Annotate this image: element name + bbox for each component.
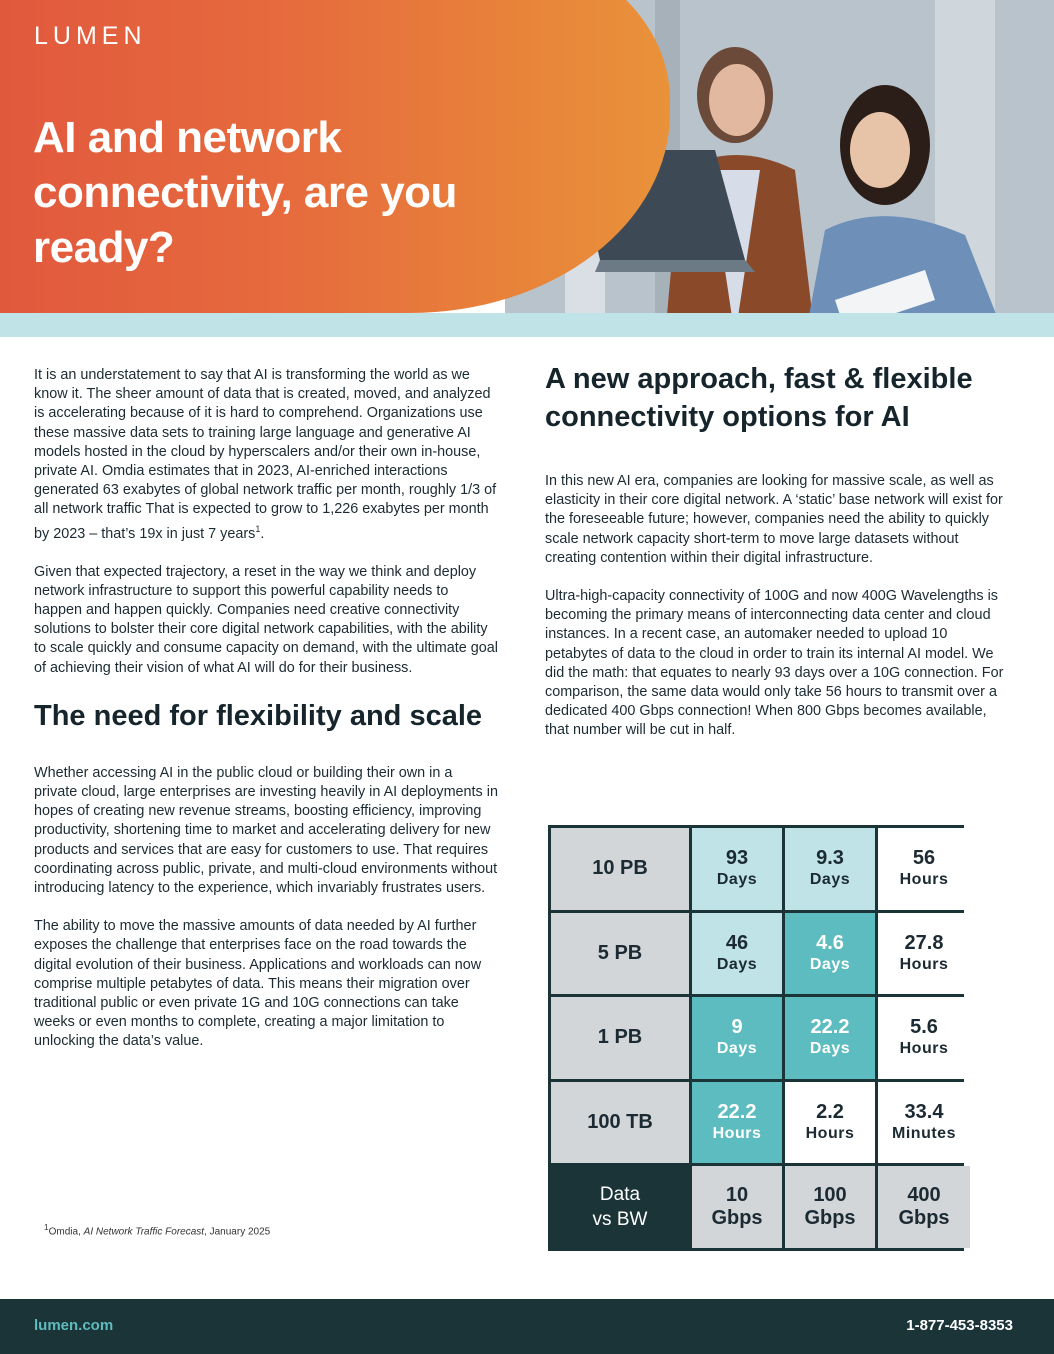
- footer: [0, 1299, 1054, 1354]
- column-label-400gbps: 400 Gbps: [878, 1166, 970, 1248]
- hero-banner: [0, 0, 1054, 337]
- table-cell: 4.6 Days: [785, 913, 875, 995]
- column-label-100gbps: 100 Gbps: [785, 1166, 875, 1248]
- table-cell: 93 Days: [692, 828, 782, 910]
- flexibility-heading: The need for flexibility and scale: [34, 699, 483, 732]
- data-movement-paragraph: The ability to move the massive amounts of data needed by AI further exposes the challenge that enterprises face on the road towards the digital evolution of their business. Applications and workloads can now comprise multiple petabytes of data. This means their migration over traditional public or even private 1G and 10G connections can take weeks or even months to complete, creating a major limitation to unlocking the data’s value.: [34, 918, 482, 1050]
- footnote-ref: 1: [255, 523, 261, 534]
- website-link[interactable]: lumen.com: [34, 1317, 114, 1334]
- trajectory-paragraph: Given that expected trajectory, a reset in the way we think and deploy network infrastructure to support this powerful capability needs to happen and happen quickly. Companies need creative connectivity solutions to bolster their core digital network capabilities, with the ability to scale quickly and consume capacity on demand, with the ultimate goal of achieving their vision of what AI will do for their business.: [34, 563, 498, 676]
- table-cell: 46 Days: [692, 913, 782, 995]
- intro-paragraph: It is an understatement to say that AI is transforming the world as we know it. The sheer amount of data that is created, moved, and analyzed is accelerating because of it is hard to comprehend. Organizations use these massive data sets to training large language and generative AI models hosted in the cloud by hyperscalers and/or their own in-house, private AI. Omdia estimates that in 2023, AI-enriched interactions generated 63 exabytes of global network traffic per month, roughly 1/3 of all network traffic That is expected to grow to 1,226 exabytes per month by 2023 – that’s 19x in just 7 years$^1$.: [34, 367, 497, 542]
- table-corner-label: Data vs BW: [551, 1166, 689, 1248]
- page-title: AI and network connectivity, are you ready?: [33, 113, 457, 272]
- table-cell: 22.2 Days: [785, 997, 875, 1079]
- row-label-100tb: 100 TB: [551, 1082, 689, 1164]
- table-cell: 22.2 Hours: [692, 1082, 782, 1164]
- footnote: $^1$Omdia, AI Network Traffic Forecast, January 2025: [44, 1222, 271, 1238]
- hero-stripe: [0, 313, 1054, 337]
- row-label-5pb: 5 PB: [551, 913, 689, 995]
- table-cell: 5.6 Hours: [878, 997, 970, 1079]
- left-column: [34, 366, 499, 1071]
- table-cell: 27.8 Hours: [878, 913, 970, 995]
- transfer-time-table: [548, 825, 964, 1251]
- table-cell: 56 Hours: [878, 828, 970, 910]
- wavelengths-paragraph: Ultra-high-capacity connectivity of 100G and now 400G Wavelengths is becoming the primary means of interconnecting data center and cloud instances. In a recent case, an automaker needed to upload 10 petabytes of data to the cloud in order to train its internal AI model. We did the math: that equates to nearly 93 days over a 10G connection. For comparison, the same data would only take 56 hours to transmit over a dedicated 400 Gbps connection! When 800 Gbps becomes available, that number will be cut in half.: [545, 588, 1004, 739]
- phone-number[interactable]: 1-877-453-8353: [906, 1317, 1013, 1334]
- table-cell: 9 Days: [692, 997, 782, 1079]
- table-cell: 9.3 Days: [785, 828, 875, 910]
- new-approach-heading: A new approach, fast & flexible connectivity options for AI: [545, 363, 973, 433]
- right-column: [545, 360, 1010, 760]
- column-label-10gbps: 10 Gbps: [692, 1166, 782, 1248]
- enterprise-paragraph: Whether accessing AI in the public cloud or building their own in a private cloud, large enterprises are investing heavily in AI deployments in hopes of creating new revenue streams, boosting efficiency, improving productivity, shortening time to market and accelerating delivery for new products and services that are easy for customers to use. That requires coordinating across public, private, and multi-cloud environments without introducing latency to the experience, which invariably frustrates users.: [34, 764, 498, 897]
- row-label-1pb: 1 PB: [551, 997, 689, 1079]
- ai-era-paragraph: In this new AI era, companies are looking for massive scale, as well as elasticity in their core digital network. A ‘static’ base network will exist for the foreseeable future; however, companies need the ability to quickly scale network capacity short-term to move large datasets without creating contention within their digital infrastructure.: [545, 473, 1003, 566]
- lumen-logo: LUMEN: [34, 22, 147, 50]
- table-cell: 33.4 Minutes: [878, 1082, 970, 1164]
- table-cell: 2.2 Hours: [785, 1082, 875, 1164]
- row-label-10pb: 10 PB: [551, 828, 689, 910]
